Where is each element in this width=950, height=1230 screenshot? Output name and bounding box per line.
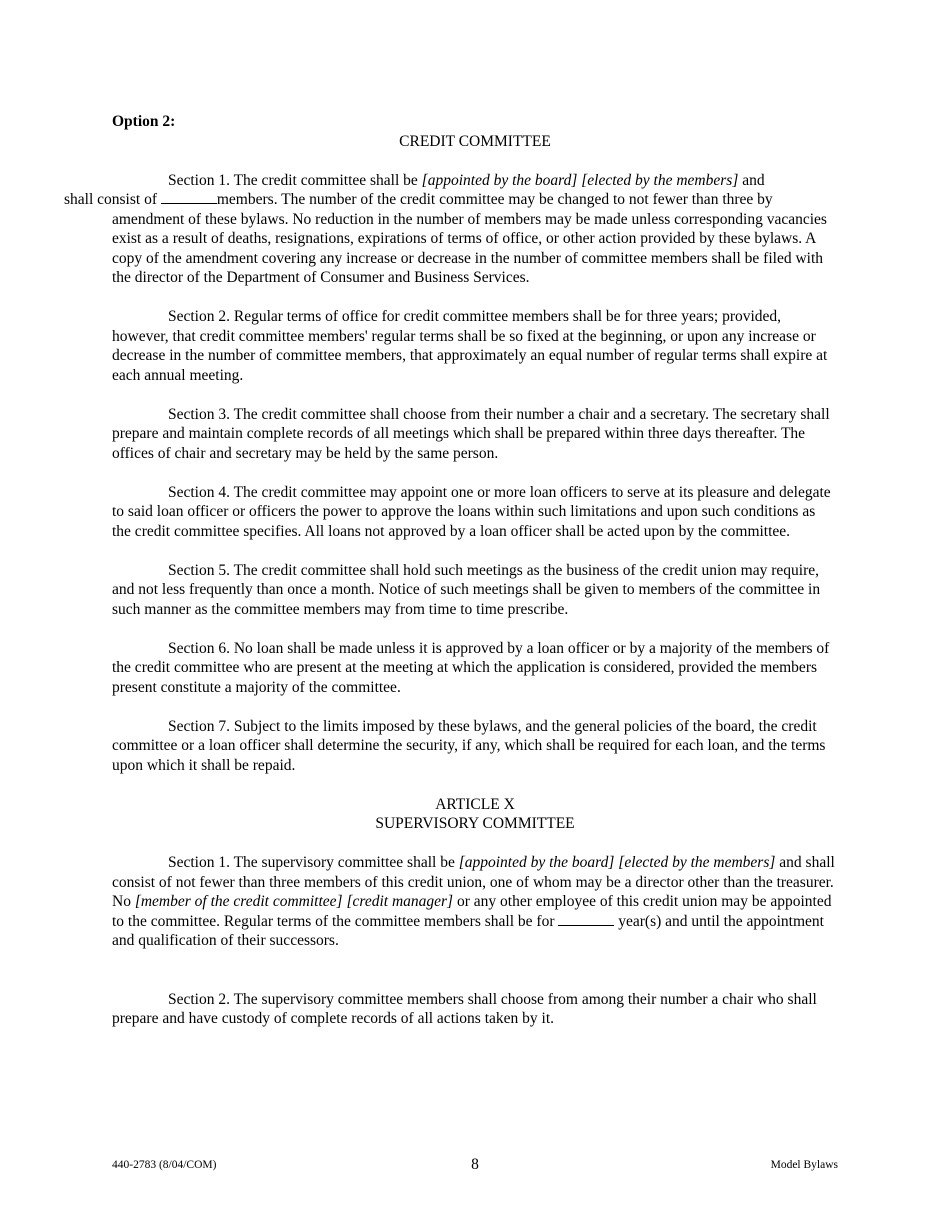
credit-section-4: Section 4. The credit committee may appoint one or more loan officers to serve at its pleasure and delegate to said loan officer or officers the power to approve the loans within such limitations and upon such conditions as the credit committee specifies. All loans not approved by a loan officer shall be acted upon by the committee. <box>112 483 831 540</box>
credit-section-6: Section 6. No loan shall be made unless it is approved by a loan officer or by a majority of the members of the credit committee who are present at the meeting at which the application is considered, provided the members present constitute a majority of the committee. <box>112 639 830 696</box>
credit-s1-text-e: members. The number of the credit committee may be changed to not fewer than three by amendment of these bylaws. No reduction in the number of members may be made unless corresponding vacancies exist as a result of deaths, resignations, expirations of terms of office, or other action provided by these bylaws. A copy of the amendment covering any increase or decrease in the number of committee members shall be filed with the director of the Department of Consumer and Business Services. <box>112 191 827 286</box>
document-body <box>64 112 838 1029</box>
page-footer <box>112 1157 838 1177</box>
credit-s1-options: [appointed by the board] [elected by the members] <box>421 171 739 189</box>
article-number: ARTICLE X <box>435 795 515 813</box>
member-count-blank <box>161 191 217 204</box>
form-number: 440-2783 (8/04/COM) <box>112 1159 217 1171</box>
credit-s1-text-c: and <box>738 171 765 189</box>
credit-section-3: Section 3. The credit committee shall choose from their number a chair and a secretary. The secretary shall prepare and maintain complete records of all meetings which shall be prepared within three days thereafter. The offices of chair and secretary may be held by the same person. <box>112 405 830 462</box>
term-years-blank <box>558 913 614 926</box>
document-title: Model Bylaws <box>770 1159 838 1171</box>
sup-s1-text-f: year(s) and until the appointment and qualification of their successors. <box>112 912 824 949</box>
article-title: SUPERVISORY COMMITTEE <box>375 815 575 832</box>
credit-section-1 <box>64 171 838 288</box>
sup-s1-options: [appointed by the board] [elected by the members] <box>458 854 776 871</box>
sup-s1-employee-options: [member of the credit committee] [credit manager] <box>134 893 454 910</box>
supervisory-section-2: Section 2. The supervisory committee members shall choose from among their number a chair who shall prepare and have custody of complete records of all actions taken by it. <box>112 990 817 1027</box>
sup-s1-text-c: and shall consist of not fewer than three members of this credit union, one of whom may be a director other than the treasurer. No <box>112 854 835 910</box>
credit-section-5: Section 5. The credit committee shall hold such meetings as the business of the credit union may require, and not less frequently than once a month. Notice of such meetings shall be given to members of the committee in such manner as the committee members may from time to time prescribe. <box>112 561 821 618</box>
page-number: 8 <box>471 1156 479 1173</box>
credit-s1-text-d: shall consist of <box>64 191 161 208</box>
sup-s1-text-e: or any other employee of this credit union may be appointed to the committee. Regular terms of the committee members shall be for <box>112 893 832 930</box>
credit-section-2: Section 2. Regular terms of office for credit committee members shall be for three years; provided, however, that credit committee members' regular terms shall be so fixed at the beginning, or upon any increase or decrease in the number of committee members, that approximately an equal number of regular terms shall expire at each annual meeting. <box>112 308 828 384</box>
sup-s1-text-a: Section 1. The supervisory committee shall be <box>168 854 459 871</box>
credit-s1-text-a: Section 1. The credit committee shall be <box>168 171 422 189</box>
option-label: Option 2: <box>112 113 176 130</box>
credit-section-7: Section 7. Subject to the limits imposed by these bylaws, and the general policies of the board, the credit committee or a loan officer shall determine the security, if any, which shall be required for each loan, and the terms upon which it shall be repaid. <box>112 717 826 774</box>
supervisory-section-1 <box>112 853 838 951</box>
credit-committee-heading: CREDIT COMMITTEE <box>399 132 551 150</box>
